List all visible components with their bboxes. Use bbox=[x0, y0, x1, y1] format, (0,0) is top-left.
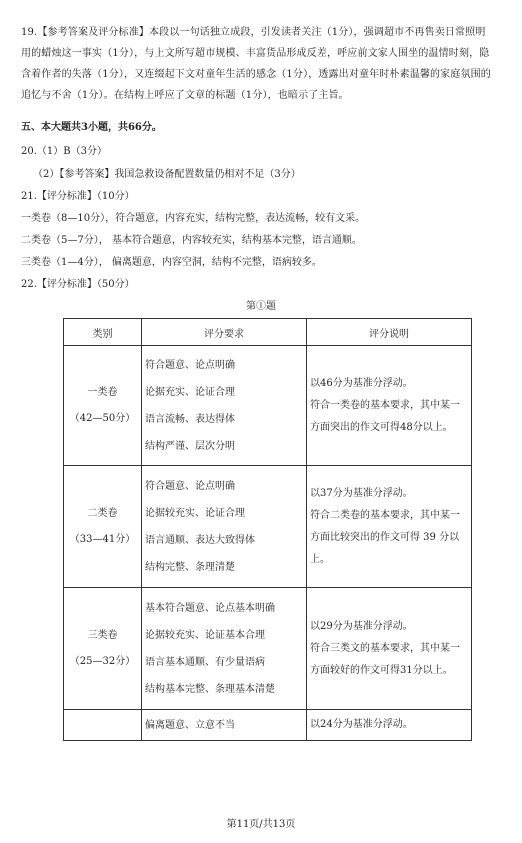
explanation-line: 符合二类卷的基本要求，其中某一 bbox=[310, 509, 460, 521]
category-range: （42—50分） bbox=[69, 412, 136, 424]
category-name: 三类卷 bbox=[87, 629, 118, 641]
category-cell bbox=[64, 710, 142, 741]
q19-line: 用的蜡烛这一事实（1分），与上文所写超市规模、丰富货品形成反差，呼应前文家人围坐的温情时刻，隐 bbox=[21, 48, 490, 59]
table-header-row bbox=[64, 319, 472, 346]
requirement-line: 语言流畅、表达得体 bbox=[145, 413, 235, 425]
requirement-line: 语言基本通顺、有少量语病 bbox=[145, 656, 265, 668]
explanation-cell bbox=[307, 346, 472, 466]
explanation-line: 方面较好的作文可得31分以上。 bbox=[310, 664, 453, 676]
explanation-cell bbox=[307, 466, 472, 588]
category-range: （33—41分） bbox=[69, 533, 136, 545]
q21-heading: 21.【评分标准】（10分） bbox=[21, 191, 135, 202]
requirements-cell bbox=[142, 346, 307, 466]
header-explanation: 评分说明 bbox=[307, 319, 472, 346]
q19-line: 追忆与不舍（1分）。在结构上呼应了文章的标题（1分），也暗示了主旨。 bbox=[21, 90, 349, 101]
table-row bbox=[64, 710, 472, 741]
table-row bbox=[64, 466, 472, 588]
category-cell bbox=[64, 588, 142, 710]
q21-grade-3: 三类卷（1—4分）， 偏离题意，内容空洞，结构不完整，语病较多。 bbox=[21, 257, 322, 268]
q20-part1: 20.（1）B（3分） bbox=[21, 146, 107, 157]
explanation-line: 符合一类卷的基本要求，其中某一 bbox=[310, 399, 460, 411]
explanation-line: 以46分为基准分浮动。 bbox=[310, 377, 413, 389]
category-range: （25—32分） bbox=[69, 655, 136, 667]
category-name: 二类卷 bbox=[87, 507, 118, 519]
q19-answer bbox=[21, 22, 511, 106]
header-requirements: 评分要求 bbox=[142, 319, 307, 346]
section-heading: 五、本大题共3小题，共66分。 bbox=[21, 122, 162, 133]
q20-part2: （2）【参考答案】我国急救设备配置数量仍相对不足（3分） bbox=[33, 169, 301, 180]
q22-heading: 22.【评分标准】（50分） bbox=[21, 279, 135, 290]
table-row bbox=[64, 346, 472, 466]
scoring-table bbox=[63, 318, 472, 741]
requirement-line: 偏离题意、立意不当 bbox=[145, 719, 235, 731]
q19-line: 含着作者的失落（1分），又连缀起下文对童年生活的感念（1分），透露出对童年时朴素温馨的家庭氛围的 bbox=[21, 69, 491, 80]
requirement-line: 基本符合题意、论点基本明确 bbox=[145, 602, 275, 614]
page-number: 第11页/共13页 bbox=[226, 819, 296, 830]
explanation-line: 以24分为基准分浮动。 bbox=[310, 719, 413, 730]
q21-grade-1: 一类卷（8—10分），符合题意，内容充实，结构完整，表达流畅，较有文采。 bbox=[21, 213, 366, 224]
category-name: 一类卷 bbox=[87, 386, 118, 398]
q21-grade-2: 二类卷（5—7分）， 基本符合题意，内容较充实，结构基本完整，语言通顺。 bbox=[21, 235, 362, 246]
requirements-cell bbox=[142, 466, 307, 588]
explanation-line: 方面突出的作文可得48分以上。 bbox=[310, 421, 453, 433]
explanation-cell bbox=[307, 588, 472, 710]
explanation-line: 以37分为基准分浮动。 bbox=[310, 487, 413, 499]
requirement-line: 结构完整、条理清楚 bbox=[145, 561, 235, 573]
explanation-cell bbox=[307, 710, 472, 741]
requirement-line: 结构严谨、层次分明 bbox=[145, 440, 235, 452]
requirement-line: 结构基本完整、条理基本清楚 bbox=[145, 683, 275, 695]
header-category: 类别 bbox=[64, 319, 142, 346]
explanation-line: 符合三类文的基本要求，其中某一 bbox=[310, 642, 460, 654]
table-row bbox=[64, 588, 472, 710]
table-caption: 第①题 bbox=[246, 301, 276, 312]
explanation-line: 方面比较突出的作文可得 39 分以 bbox=[310, 531, 460, 543]
explanation-line: 上。 bbox=[310, 553, 330, 565]
requirement-line: 论据较充实、论证基本合理 bbox=[145, 629, 265, 641]
requirement-line: 符合题意、论点明确 bbox=[145, 359, 235, 371]
requirements-cell bbox=[142, 588, 307, 710]
requirement-line: 符合题意、论点明确 bbox=[145, 480, 235, 492]
q19-line: 19.【参考答案及评分标准】本段以一句话独立成段，引发读者关注（1分），强调超市不再售卖日常照明 bbox=[21, 27, 486, 38]
requirement-line: 语言通顺、表达大致得体 bbox=[145, 534, 255, 546]
requirement-line: 论据较充实、论证合理 bbox=[145, 507, 245, 519]
explanation-line: 以29分为基准分浮动。 bbox=[310, 620, 413, 632]
category-cell bbox=[64, 346, 142, 466]
requirements-cell bbox=[142, 710, 307, 741]
category-cell bbox=[64, 466, 142, 588]
requirement-line: 论据充实、论证合理 bbox=[145, 386, 235, 398]
